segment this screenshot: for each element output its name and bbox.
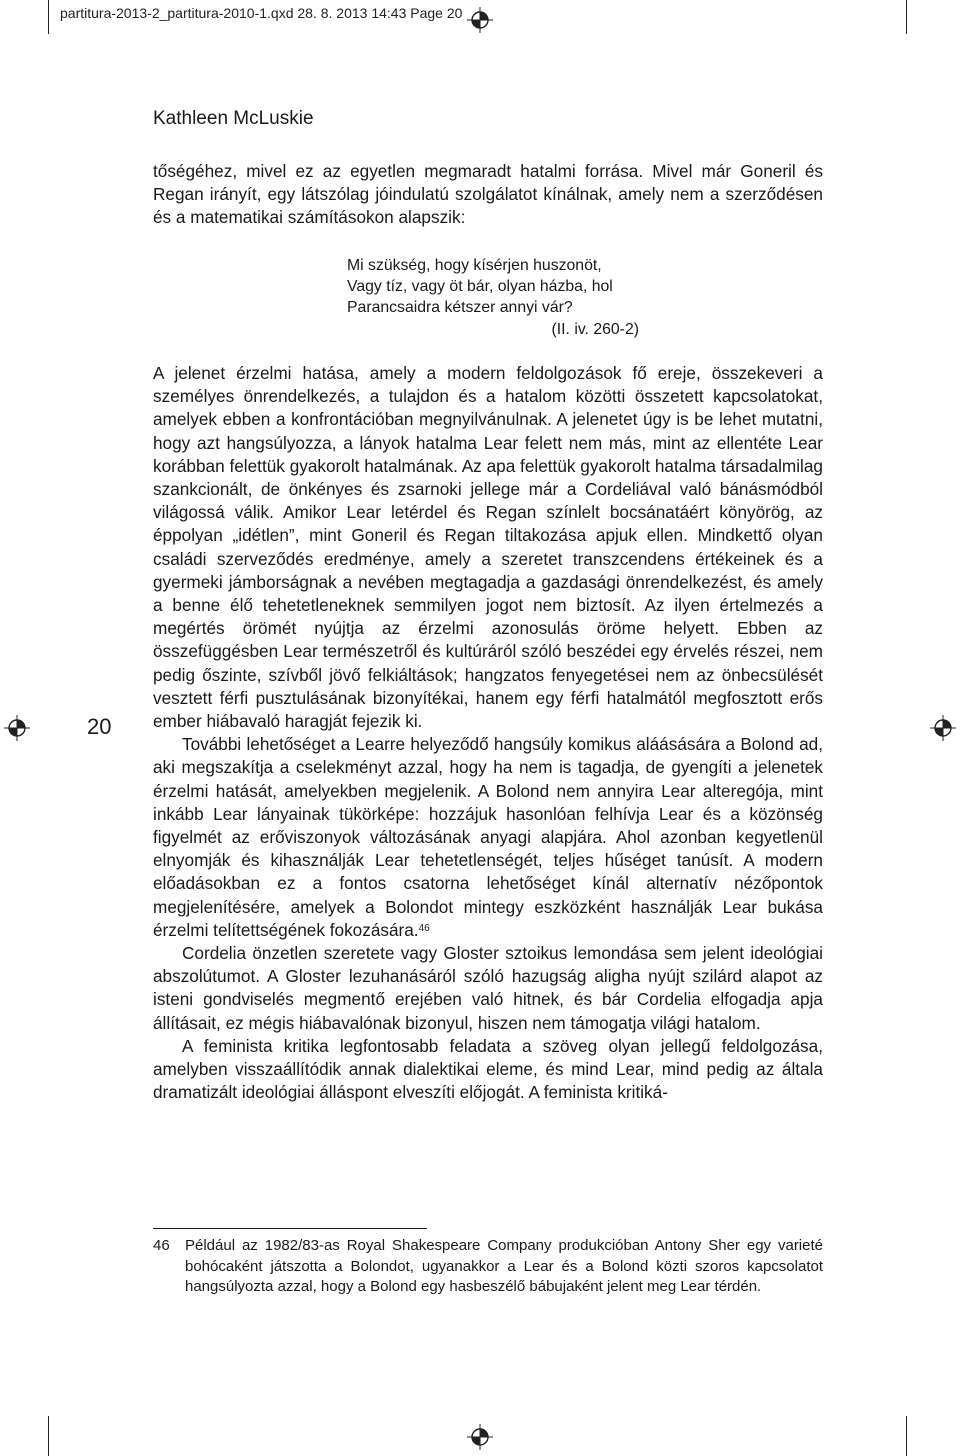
running-header: Kathleen McLuskie bbox=[153, 108, 314, 129]
footnote bbox=[153, 1236, 823, 1298]
quote-line: Vagy tíz, vagy öt bár, olyan házba, hol bbox=[347, 278, 613, 296]
crop-mark-top-right bbox=[906, 0, 907, 34]
page-number: 20 bbox=[87, 714, 112, 739]
printer-slug-line: partitura-2013-2_partitura-2010-1.qxd 28. 8. 2013 14:43 Page 20 bbox=[60, 5, 463, 21]
crop-mark-top-left bbox=[48, 0, 49, 34]
intro-paragraph bbox=[153, 160, 823, 230]
footnote-text: Például az 1982/83-as Royal Shakespeare Company produkcióban Antony Sher egy varieté bohócaként játszotta a Bolondot, ugyanakkor a Lear és a Bolond közti szoros kapcsolatot hangsúlyozta azzal, hogy a Bolond egy hasbeszélő bábujaként jelent meg Lear térdén. bbox=[185, 1237, 823, 1295]
body-paragraph: A jelenet érzelmi hatása, amely a modern feldolgozások fő ereje, összekeveri a személyes önrendelkezés, a tulajdon és a hatalom közötti összetett kapcsolatokat, amelyek ebben a konfrontációban megnyilvánulnak. A jelenetet úgy is be lehet mutatni, hogy azt hangsúlyozza, a lányok hatalma Lear felett nem más, mint az ellentéte Lear korábban felettük gyakorolt hatalmának. Az apa felettük gyakorolt hatalma társadalmilag szankcionált, de önkényes és zsarnoki jellege már a Cordeliával való bánásmódból világossá válik. Amikor Lear letérdel és Regan színlelt bocsánatáért könyörög, az éppolyan „idétlen”, mint Goneril és Regan tiltakozása apjuk ellen. Mindkettő olyan családi szerveződés eredménye, amely a szeretet transzcendens értékeinek és a gyermeki jámborságnak a nevében megtagadja a gazdasági önrendelkezést, és amely a benne élő tehetetleneknek semmilyen jogot nem biztosít. Az ilyen értelmezés a megértés örömét nyújtja az érzelmi azonosulás öröme helyett. Ebben az összefüggésben Lear természetről és kultúráról szóló beszédei egy érvelés részei, nem pedig őszinte, szívből jövő felkiáltások; hangzatos fenyegetései nem az önbecsülését vesztett férfi pusztulásának bizonyítékai, hanem egy férfi hatalmától megfosztott erős ember hiábavaló haragját fejezik ki. bbox=[153, 363, 823, 732]
body-paragraph bbox=[153, 733, 823, 942]
registration-mark-top-icon bbox=[467, 7, 493, 33]
body-paragraph: tőségéhez, mivel ez az egyetlen megmaradt hatalmi forrása. Mivel már Goneril és Regan irányít, egy látszólag jóindulatú szolgálatot kínálnak, amely nem a szerződésen és a matematikai számításokon alapszik: bbox=[153, 161, 823, 228]
quote-line: Parancsaidra kétszer annyi vár? bbox=[347, 299, 573, 317]
body-paragraph: A feminista kritika legfontosabb feladata a szöveg olyan jellegű feldolgozása, amelyben visszaállítódik annak dialektikai eleme, és mind Lear, mind pedig az általa dramatizált ideológiai álláspont elveszíti előjogát. A feminista kritiká- bbox=[153, 1035, 823, 1103]
crop-mark-bottom-left bbox=[48, 1416, 49, 1456]
footnote-reference[interactable]: 46 bbox=[418, 922, 430, 934]
registration-mark-bottom-icon bbox=[467, 1424, 493, 1450]
footnote-divider bbox=[153, 1228, 427, 1229]
quote-reference: (II. iv. 260-2) bbox=[551, 320, 639, 338]
main-text bbox=[153, 362, 823, 1105]
paragraph-text: További lehetőséget a Learre helyeződő hangsúly komikus aláásására a Bolond ad, aki megszakítja a cselekményt azzal, hogy ha nem is tagadja, de gyengíti a jelenetek érzelmi hatását, amelyekben megjelenik. A Bolond nem annyira Lear alteregója, mint inkább Lear lányainak tükörképe: hozzájuk hasonlóan felhívja Lear és a közönség figyelmét az erőviszonyok változásának anyagi alapjára. Ahol azonban kegyetlenül elnyomják és kihasználják Lear tehetetlenségét, teljes hűséget tanúsít. A modern előadásokban ez a fontos csatorna lehetőséget kínál alternatív nézőpontok megjelenítésére, amelyek a Bolondot mintegy eszközként használják Lear bukása érzelmi telítettségének fokozására. bbox=[153, 734, 823, 940]
registration-mark-right-icon bbox=[930, 715, 956, 741]
footnote-number: 46 bbox=[153, 1237, 170, 1254]
quote-line: Mi szükség, hogy kísérjen huszonöt, bbox=[347, 257, 602, 274]
body-paragraph: Cordelia önzetlen szeretete vagy Gloster sztoikus lemondása sem jelent ideológiai abszolútumot. A Gloster lezuhanásáról szóló hazugság aligha nyújt szilárd alapot az isteni gondviselés megmentő erejében való hitnek, és bár Cordelia elfogadja apja állításait, ez mégis hiábavalónak bizonyul, hiszen nem támogatja világi hatalom. bbox=[153, 943, 823, 1033]
registration-mark-left-icon bbox=[4, 715, 30, 741]
crop-mark-bottom-right bbox=[906, 1416, 907, 1456]
block-quote bbox=[347, 255, 647, 340]
